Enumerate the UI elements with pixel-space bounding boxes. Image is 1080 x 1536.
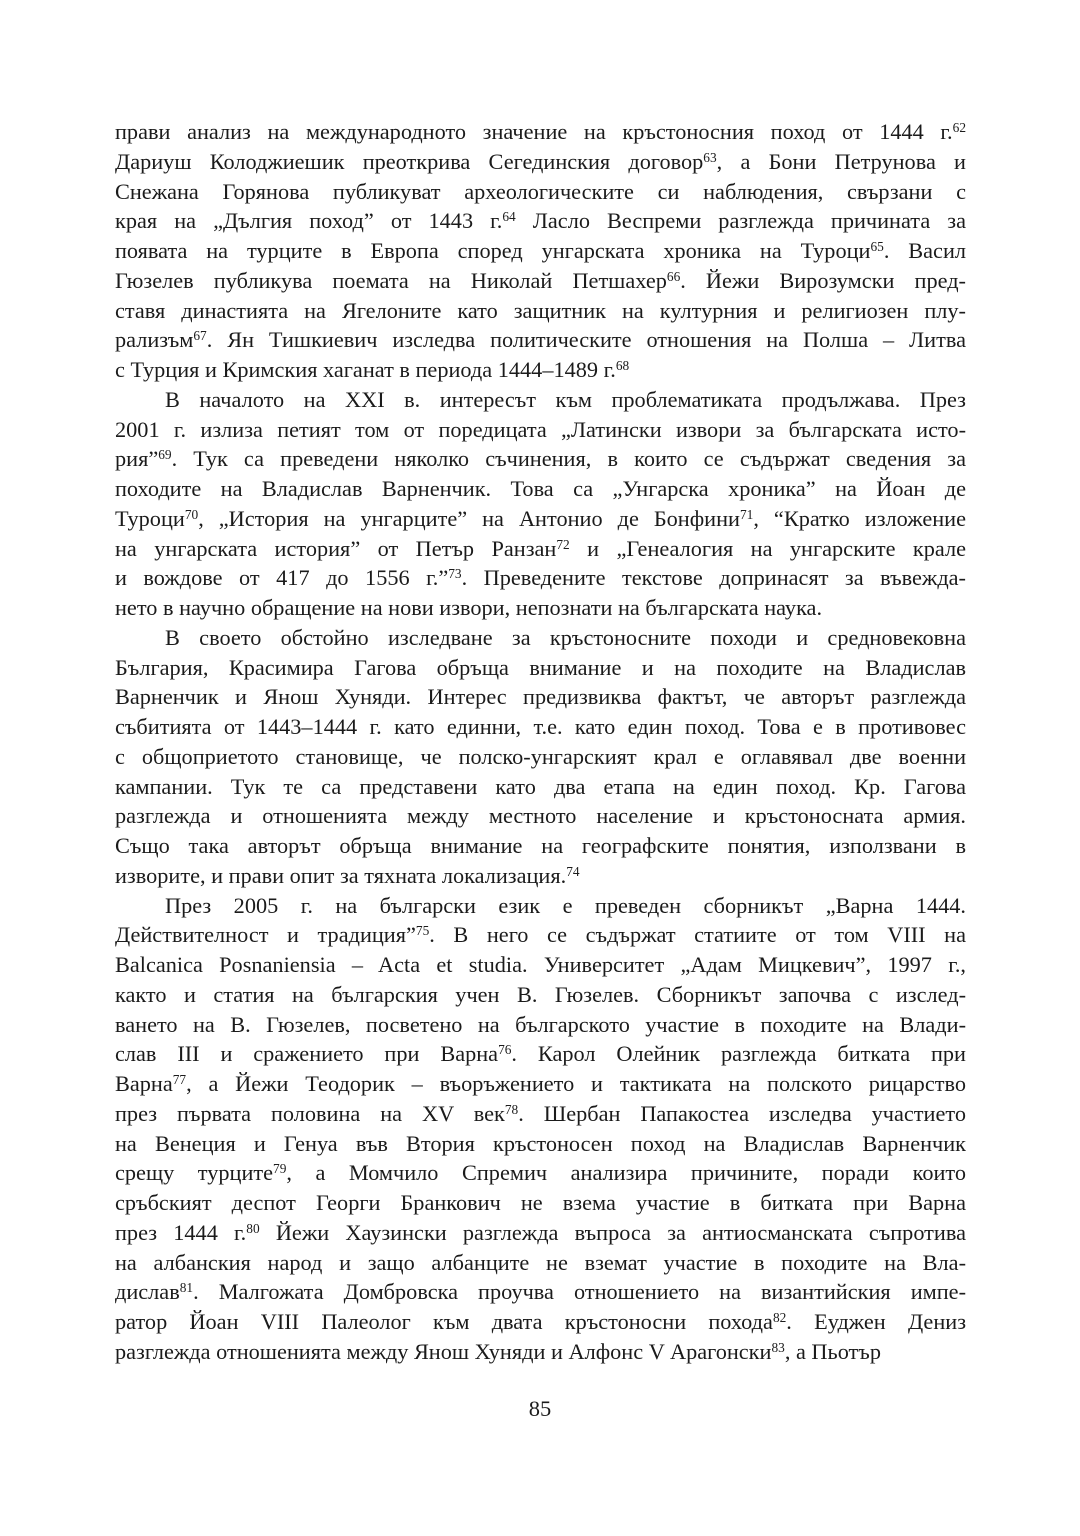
footnote-reference: 66 [666, 268, 681, 284]
text-line: с Турция и Кримския хаганат в периода 1444–1489 г.$^{68}$ [115, 357, 630, 382]
page-footer [0, 1396, 1080, 1422]
text-line: ратор Йоан VIII Палеолог към двата кръстоносни похода$^{82}$. Еуджен Дениз [115, 1309, 966, 1334]
text-line: през първата половина на XV век$^{78}$. Шербан Папакостеа изследва участието [115, 1100, 966, 1126]
text-line: появата на турците в Европа според унгарската хроника на Туроци$^{65}$. Васил [115, 238, 967, 263]
text-line: с общоприетото становище, че полско-унгарският крал е оглавявал две военни [115, 743, 966, 769]
footnote-reference: 76 [498, 1042, 512, 1058]
footnote-reference: 72 [556, 536, 570, 552]
text-line: срещу турците$^{79}$, а Момчило Спремич анализира причините, поради които [115, 1160, 966, 1186]
text-line: Гюзелев публикува поемата на Николай Петшахер$^{66}$. Йежи Вирозумски пред- [115, 267, 966, 293]
text-line: прави анализ на международното значение на кръстоносния поход от 1444 г.$^{62}$ [115, 119, 966, 144]
text-line: края на „Дългия поход” от 1443 г.$^{64}$ Ласло Веспреми разглежда причината за [115, 208, 966, 234]
text-block [115, 117, 966, 1367]
text-line: сръбският деспот Георги Бранкович не взема участие в битката при Варна [115, 1190, 966, 1215]
text-line: В началото на XXI в. интересът към проблематиката продължава. През [165, 386, 966, 412]
text-line: рия”$^{69}$. Тук са преведени няколко съчинения, в които се съдържат сведения за [115, 446, 966, 472]
text-line: нето в научно обращение на нови извори, непознати на българската наука. [115, 595, 823, 620]
text-line: през 1444 г.$^{80}$ Йежи Хаузински разглежда въпроса за антиосманската съпротива [115, 1219, 966, 1245]
footnote-reference: 75 [415, 923, 430, 939]
text-line: походите на Владислав Варненчик. Това са „Унгарска хроника” на Йоан де [115, 476, 966, 501]
text-line: Варненчик и Янош Хуняди. Интерес предизвиква фактът, че авторът разглежда [115, 684, 966, 710]
text-line: събитията от 1443–1444 г. като единни, т.е. като един поход. Това е в противовес [115, 714, 966, 739]
footnote-reference: 71 [739, 506, 754, 522]
text-line: слав III и сражението при Варна$^{76}$. Карол Олейник разглежда битката при [115, 1041, 966, 1067]
footnote-reference: 64 [502, 209, 516, 225]
text-line: на Венеция и Генуа във Втория кръстоносен поход на Владислав Варненчик [115, 1130, 966, 1156]
text-line: 2001 г. излиза петият том от поредицата „Латински извори за българската исто- [115, 416, 966, 442]
paragraph [115, 385, 966, 623]
footnote-reference: 78 [504, 1101, 519, 1117]
text-line: рализъм$^{67}$. Ян Тишкиевич изследва политическите отношения на Полша – Литва [115, 327, 966, 353]
footnote-reference: 62 [952, 120, 966, 136]
text-line: Дариуш Колоджиешик преоткрива Сегединския договор$^{63}$, а Бони Петрунова и [115, 148, 966, 174]
text-line: ването на В. Гюзелев, посветено на българското участие в походите на Влади- [115, 1011, 966, 1037]
footnote-reference: 80 [246, 1220, 260, 1236]
footnote-reference: 68 [615, 358, 630, 374]
text-line: ставя династията на Ягелоните като защитник на културния и религиозен плу- [115, 297, 966, 323]
text-line: България, Красимира Гагова обръща внимание и на походите на Владислав [115, 654, 966, 680]
footnote-reference: 82 [772, 1310, 787, 1326]
paragraph [115, 891, 966, 1367]
text-line: разглежда отношенията между Янош Хуняди и Алфонс V Арагонски$^{83}$, а Пьотър [115, 1338, 881, 1364]
text-line: Balcanica Posnaniensia – Acta et studia. Университет „Адам Мицкевич”, 1997 г., [115, 952, 966, 977]
text-line: Туроци$^{70}$, „История на унгарците” на Антонио де Бонфини$^{71}$, “Кратко изложение [115, 505, 966, 531]
footnote-reference: 83 [771, 1339, 785, 1355]
paragraph [115, 623, 966, 891]
footnote-reference: 74 [566, 863, 580, 879]
footnote-reference: 77 [172, 1072, 187, 1088]
paragraph [115, 117, 966, 385]
text-line: През 2005 г. на български език е преведен сборникът „Варна 1444. [165, 892, 966, 918]
text-line: кампании. Тук те са представени като два етапа на един поход. Кр. Гагова [115, 773, 966, 799]
text-line: Снежана Горянова публикуват археологическите си наблюдения, свързани с [115, 178, 966, 204]
footnote-reference: 73 [448, 566, 462, 582]
text-line: Също така авторът обръща внимание на географските понятия, използвани в [115, 833, 966, 858]
footnote-reference: 70 [184, 506, 199, 522]
footnote-reference: 79 [273, 1161, 287, 1177]
text-line: В своето обстойно изследване за кръстоносните походи и средновековна [165, 624, 966, 650]
text-line: разглежда и отношенията между местното население и кръстоносната армия. [115, 803, 966, 829]
text-line: дислав$^{81}$. Малгожата Домбровска проучва отношението на византийския импе- [115, 1279, 966, 1305]
text-line: на албанския народ и защо албанците не вземат участие в походите на Вла- [115, 1249, 966, 1275]
text-line: изворите, и прави опит за тяхната локализация.$^{74}$ [115, 862, 580, 888]
text-line: и вождове от 417 до 1556 г.”$^{73}$. Преведените текстове допринасят за въвежда- [115, 565, 966, 591]
footnote-reference: 63 [703, 149, 717, 165]
page-number: 85 [528, 1396, 552, 1421]
text-line: Действителност и традиция”$^{75}$. В него се съдържат статиите от том VIII на [115, 922, 967, 948]
text-line: Варна$^{77}$, а Йежи Теодорик – въоръжението и тактиката на полското рицарство [115, 1071, 966, 1096]
footnote-reference: 81 [179, 1280, 194, 1296]
footnote-reference: 65 [870, 239, 884, 255]
text-line: на унгарската история” от Петър Ранзан$^{72}$ и „Генеалогия на унгарските крале [115, 535, 966, 561]
footnote-reference: 69 [158, 447, 172, 463]
footnote-reference: 67 [193, 328, 207, 344]
text-line: както и статия на българския учен В. Гюзелев. Сборникът започва с изслед- [115, 981, 966, 1007]
